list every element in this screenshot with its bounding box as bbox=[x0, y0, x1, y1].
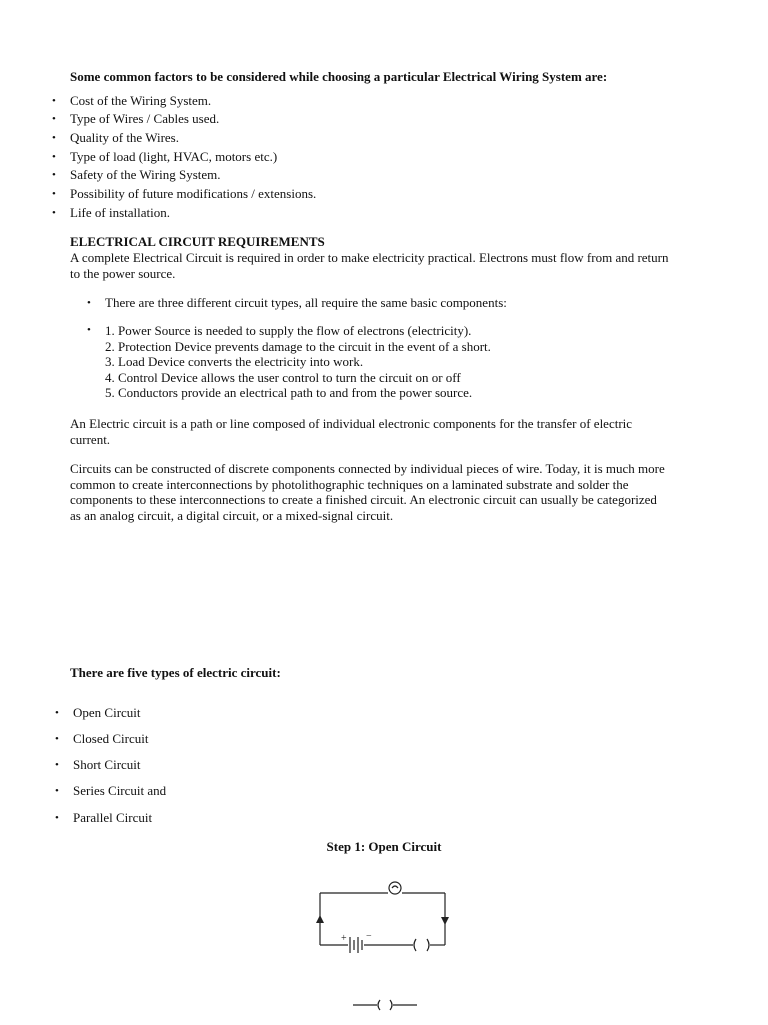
list-item: 4. Control Device allows the user control to turn the circuit on or off bbox=[105, 369, 461, 385]
list-item: • Life of installation. bbox=[70, 205, 170, 221]
list-item: • Parallel Circuit bbox=[73, 810, 152, 826]
list-item: • Cost of the Wiring System. bbox=[70, 93, 211, 109]
list-item: 5. Conductors provide an electrical path to and from the power source. bbox=[105, 385, 473, 400]
list-item: • Series Circuit and bbox=[73, 783, 166, 799]
circuit-types-heading: There are five types of electric circuit: bbox=[70, 665, 281, 680]
list-item: • Closed Circuit bbox=[73, 731, 148, 747]
wiring-factors-heading: Some common factors to be considered while choosing a particular Electrical Wiring System are: bbox=[70, 69, 608, 84]
arrow-down-icon bbox=[441, 917, 449, 925]
text-line: Circuits can be constructed of discrete components connected by individual pieces of wire. Today, it is much more bbox=[70, 461, 665, 476]
text-line: to the power source. bbox=[70, 265, 176, 281]
circuit-requirements-heading: ELECTRICAL CIRCUIT REQUIREMENTS bbox=[70, 234, 325, 249]
text-line: current. bbox=[70, 431, 111, 447]
text-line: as an analog circuit, a digital circuit, or a mixed-signal circuit. bbox=[70, 507, 394, 523]
text-line: A complete Electrical Circuit is required in order to make electricity practical. Electrons must flow from and return bbox=[70, 250, 669, 265]
list-item: • Possibility of future modifications / extensions. bbox=[70, 186, 316, 202]
requirements-intro bbox=[70, 250, 669, 281]
open-circuit-diagram bbox=[305, 875, 465, 1025]
list-item: • Type of Wires / Cables used. bbox=[70, 111, 219, 127]
list-item: • Quality of the Wires. bbox=[70, 130, 179, 146]
list-item: 3. Load Device converts the electricity into work. bbox=[105, 354, 364, 369]
list-item: • There are three different circuit types, all require the same basic components: bbox=[105, 295, 507, 311]
list-item: • 1. Power Source is needed to supply the flow of electrons (electricity). bbox=[105, 323, 472, 338]
list-item: • Short Circuit bbox=[73, 757, 141, 773]
circuit-construction-paragraph bbox=[70, 461, 665, 523]
text-line: common to create interconnections by photolithographic techniques on a laminated substrate and solder the bbox=[70, 476, 629, 492]
text-line: components to these interconnections to create a finished circuit. An electronic circuit can usually be categorized bbox=[70, 492, 657, 507]
battery-minus-label: − bbox=[366, 931, 372, 942]
circuit-definition-paragraph bbox=[70, 416, 632, 447]
arrow-up-icon bbox=[316, 915, 324, 923]
step-1-heading: Step 1: Open Circuit bbox=[326, 839, 442, 854]
list-item: • Safety of the Wiring System. bbox=[70, 167, 221, 183]
list-item: • Type of load (light, HVAC, motors etc.) bbox=[70, 149, 277, 165]
text-line: An Electric circuit is a path or line composed of individual electronic components for the transfer of electric bbox=[70, 416, 633, 431]
list-item: • Open Circuit bbox=[73, 705, 141, 721]
numbered-components bbox=[105, 323, 491, 401]
battery-plus-label: + bbox=[341, 933, 347, 944]
list-item: 2. Protection Device prevents damage to the circuit in the event of a short. bbox=[105, 338, 491, 354]
